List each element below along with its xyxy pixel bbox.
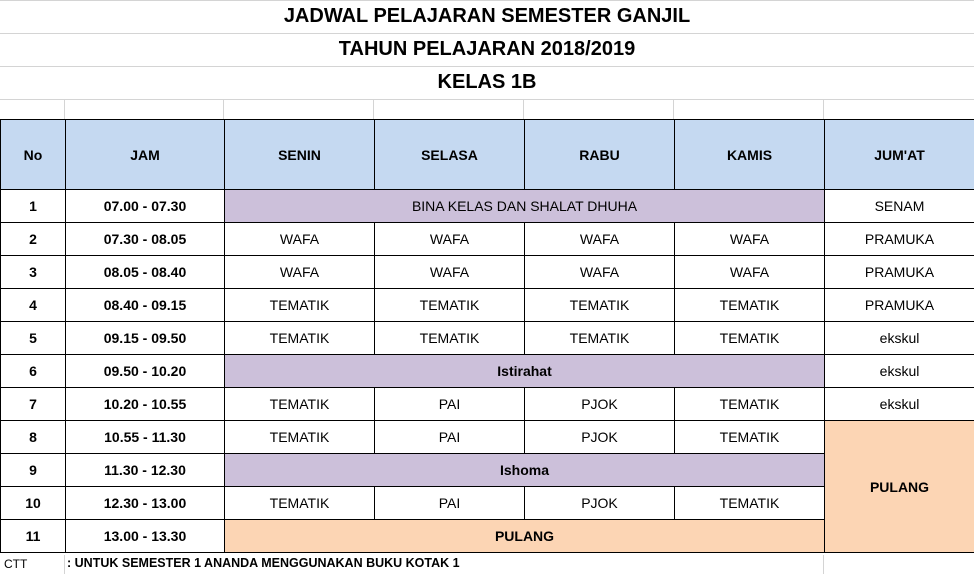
footer-note: : UNTUK SEMESTER 1 ANANDA MENGGUNAKAN BUKU KOTAK 1 [67,556,460,570]
cell-merged-pulang: PULANG [225,520,825,553]
cell-jumat-pulang: PULANG [825,421,974,553]
title-line-2: TAHUN PELAJARAN 2018/2019 [338,38,636,60]
table-row [1,289,974,322]
cell-no: 1 [1,190,66,223]
cell-no: 3 [1,256,66,289]
header-rabu: RABU [525,120,675,190]
gridline [373,99,374,119]
cell-jam: 09.15 - 09.50 [66,322,225,355]
table-row [1,223,974,256]
cell-rabu: TEMATIK [525,289,675,322]
schedule-table [0,119,974,553]
cell-no: 5 [1,322,66,355]
cell-kamis: TEMATIK [675,289,825,322]
title-line-1: JADWAL PELAJARAN SEMESTER GANJIL [283,5,691,27]
cell-jam: 13.00 - 13.30 [66,520,225,553]
cell-selasa: PAI [375,421,525,454]
title-line-3: KELAS 1B [437,71,537,93]
cell-kamis: TEMATIK [675,421,825,454]
header-jumat: JUM'AT [825,120,974,190]
cell-jam: 12.30 - 13.00 [66,487,225,520]
table-row [1,388,974,421]
gridline [523,99,524,119]
cell-rabu: PJOK [525,388,675,421]
gridline [64,555,65,574]
cell-rabu: TEMATIK [525,322,675,355]
cell-jam: 10.20 - 10.55 [66,388,225,421]
cell-merged-break: Ishoma [225,454,825,487]
header-selasa: SELASA [375,120,525,190]
gridline [823,555,824,574]
cell-selasa: WAFA [375,256,525,289]
cell-no: 9 [1,454,66,487]
cell-merged-activity: BINA KELAS DAN SHALAT DHUHA [225,190,825,223]
cell-no: 10 [1,487,66,520]
cell-selasa: PAI [375,388,525,421]
cell-jumat: ekskul [825,322,974,355]
cell-selasa: TEMATIK [375,322,525,355]
cell-kamis: TEMATIK [675,388,825,421]
cell-selasa: TEMATIK [375,289,525,322]
cell-jumat: PRAMUKA [825,256,974,289]
cell-selasa: PAI [375,487,525,520]
cell-no: 6 [1,355,66,388]
cell-jam: 08.40 - 09.15 [66,289,225,322]
cell-kamis: TEMATIK [675,487,825,520]
cell-no: 11 [1,520,66,553]
footer-label: CTT [4,557,28,571]
gridline [0,99,974,100]
cell-kamis: WAFA [675,256,825,289]
cell-jumat: PRAMUKA [825,289,974,322]
cell-senin: TEMATIK [225,388,375,421]
cell-rabu: PJOK [525,421,675,454]
cell-jam: 07.00 - 07.30 [66,190,225,223]
cell-jam: 08.05 - 08.40 [66,256,225,289]
cell-jam: 07.30 - 08.05 [66,223,225,256]
gridline [64,99,65,119]
cell-selasa: WAFA [375,223,525,256]
cell-senin: WAFA [225,223,375,256]
cell-jam: 09.50 - 10.20 [66,355,225,388]
gridline [823,99,824,119]
cell-no: 4 [1,289,66,322]
footer-note-row [0,555,974,574]
cell-senin: TEMATIK [225,487,375,520]
cell-no: 2 [1,223,66,256]
cell-jumat: ekskul [825,355,974,388]
cell-senin: WAFA [225,256,375,289]
cell-jam: 11.30 - 12.30 [66,454,225,487]
gridline [673,99,674,119]
cell-rabu: PJOK [525,487,675,520]
cell-jumat: ekskul [825,388,974,421]
table-row [1,421,974,454]
cell-senin: TEMATIK [225,289,375,322]
cell-kamis: WAFA [675,223,825,256]
header-senin: SENIN [225,120,375,190]
cell-jam: 10.55 - 11.30 [66,421,225,454]
header-no: No [1,120,66,190]
header-row [1,120,974,190]
cell-no: 8 [1,421,66,454]
table-row [1,355,974,388]
cell-senin: TEMATIK [225,322,375,355]
header-jam: JAM [66,120,225,190]
table-row [1,322,974,355]
cell-merged-break: Istirahat [225,355,825,388]
header-kamis: KAMIS [675,120,825,190]
cell-no: 7 [1,388,66,421]
table-row [1,190,974,223]
table-row [1,256,974,289]
cell-rabu: WAFA [525,256,675,289]
cell-jumat: PRAMUKA [825,223,974,256]
cell-kamis: TEMATIK [675,322,825,355]
gridline [223,99,224,119]
cell-rabu: WAFA [525,223,675,256]
cell-senin: TEMATIK [225,421,375,454]
cell-jumat: SENAM [825,190,974,223]
